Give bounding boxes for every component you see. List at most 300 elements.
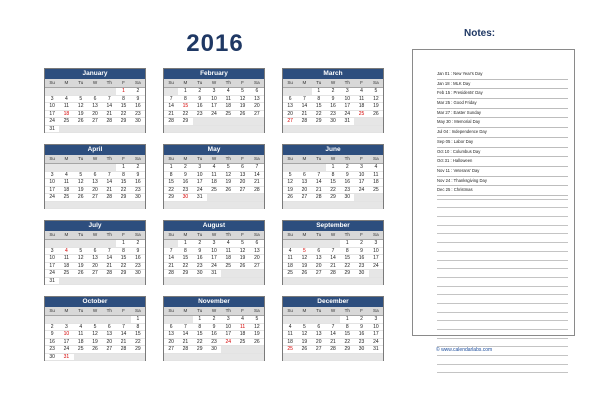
empty-cell (88, 316, 102, 324)
day-cell: 26 (74, 118, 88, 126)
day-cell: 4 (59, 96, 73, 104)
month-name: February (164, 69, 264, 79)
day-cell: 11 (74, 331, 88, 339)
day-grid (283, 316, 383, 361)
empty-cell (312, 354, 326, 362)
note-line (437, 287, 568, 296)
empty-cell (326, 126, 340, 134)
empty-cell (74, 164, 88, 172)
day-cell: 12 (74, 179, 88, 187)
day-cell: 20 (88, 263, 102, 271)
day-cell: 5 (235, 88, 249, 96)
empty-cell (221, 346, 235, 354)
day-cell: 2 (207, 316, 221, 324)
empty-cell (369, 118, 383, 126)
day-cell: 19 (297, 339, 311, 347)
empty-cell (221, 118, 235, 126)
day-cell: 7 (102, 172, 116, 180)
day-cell: 29 (193, 346, 207, 354)
empty-cell (131, 202, 145, 210)
day-cell: 10 (45, 179, 59, 187)
day-cell: 7 (102, 248, 116, 256)
day-cell: 9 (193, 248, 207, 256)
weekday-label: Tu (316, 308, 322, 313)
note-line (437, 321, 568, 330)
weekday-label: Su (168, 156, 174, 161)
note-line (437, 365, 568, 374)
day-cell: 12 (221, 172, 235, 180)
empty-cell (312, 240, 326, 248)
weekday-label: W (211, 156, 217, 161)
day-cell: 10 (59, 331, 73, 339)
day-cell: 5 (235, 240, 249, 248)
day-cell: 3 (354, 164, 368, 172)
weekday-label: Su (287, 80, 293, 85)
weekday-label: M (64, 308, 69, 313)
day-cell: 14 (297, 103, 311, 111)
day-cell: 1 (178, 88, 192, 96)
day-cell: 15 (116, 255, 130, 263)
day-cell: 16 (131, 179, 145, 187)
empty-cell (116, 278, 130, 286)
day-cell: 15 (193, 331, 207, 339)
weekday-header (164, 79, 264, 88)
empty-cell (221, 126, 235, 134)
weekday-label: F (360, 80, 363, 85)
day-cell: 1 (326, 164, 340, 172)
day-cell: 18 (207, 179, 221, 187)
day-cell: 24 (45, 118, 59, 126)
month-february (163, 68, 265, 133)
empty-cell (59, 88, 73, 96)
day-cell: 1 (340, 316, 354, 324)
day-cell: 18 (74, 339, 88, 347)
note-line (437, 269, 568, 278)
day-cell: 5 (369, 88, 383, 96)
day-cell: 27 (88, 194, 102, 202)
day-cell: 18 (59, 187, 73, 195)
weekday-label: Sa (254, 232, 260, 237)
day-cell: 6 (164, 324, 178, 332)
day-cell: 11 (221, 96, 235, 104)
empty-cell (59, 164, 73, 172)
day-cell: 30 (45, 354, 59, 362)
day-cell: 20 (250, 103, 264, 111)
day-cell: 28 (102, 270, 116, 278)
empty-cell (235, 126, 249, 134)
day-cell: 27 (102, 346, 116, 354)
empty-cell (354, 194, 368, 202)
empty-cell (235, 346, 249, 354)
empty-cell (207, 194, 221, 202)
empty-cell (59, 278, 73, 286)
month-name: January (45, 69, 145, 79)
day-cell: 4 (235, 316, 249, 324)
day-cell: 23 (45, 346, 59, 354)
empty-cell (207, 118, 221, 126)
empty-cell (88, 278, 102, 286)
day-cell: 4 (283, 324, 297, 332)
day-cell: 22 (131, 339, 145, 347)
day-cell: 21 (164, 263, 178, 271)
day-cell: 7 (164, 248, 178, 256)
day-cell: 4 (74, 324, 88, 332)
day-cell: 23 (131, 263, 145, 271)
day-cell: 6 (88, 248, 102, 256)
day-cell: 6 (312, 324, 326, 332)
day-cell: 28 (297, 118, 311, 126)
empty-cell (88, 240, 102, 248)
empty-cell (297, 126, 311, 134)
day-cell: 8 (340, 248, 354, 256)
day-cell: 10 (221, 324, 235, 332)
weekday-label: Tu (316, 232, 322, 237)
day-cell: 31 (207, 270, 221, 278)
empty-cell (312, 164, 326, 172)
empty-cell (102, 126, 116, 134)
day-cell: 16 (178, 179, 192, 187)
day-cell: 22 (193, 339, 207, 347)
note-line (437, 356, 568, 365)
day-cell: 3 (45, 248, 59, 256)
day-cell: 9 (193, 96, 207, 104)
day-cell: 21 (326, 339, 340, 347)
empty-cell (74, 240, 88, 248)
holiday-list (437, 70, 568, 196)
empty-cell (326, 316, 340, 324)
day-cell: 5 (74, 172, 88, 180)
day-cell: 11 (221, 248, 235, 256)
day-cell: 15 (116, 179, 130, 187)
day-cell: 25 (354, 111, 368, 119)
weekday-label: M (183, 232, 188, 237)
empty-cell (297, 240, 311, 248)
day-cell: 13 (164, 331, 178, 339)
calendarlabs-link[interactable]: © www.calendarlabs.com (436, 347, 493, 353)
day-cell: 8 (340, 324, 354, 332)
day-cell: 12 (297, 331, 311, 339)
day-cell: 16 (354, 331, 368, 339)
day-cell: 31 (340, 118, 354, 126)
month-name: March (283, 69, 383, 79)
month-name: September (283, 221, 383, 231)
day-cell: 6 (250, 240, 264, 248)
day-cell: 25 (59, 270, 73, 278)
empty-cell (102, 278, 116, 286)
day-cell: 10 (354, 172, 368, 180)
day-cell: 25 (221, 111, 235, 119)
day-cell: 19 (297, 263, 311, 271)
day-cell: 15 (340, 255, 354, 263)
day-cell: 9 (178, 172, 192, 180)
day-cell: 27 (297, 194, 311, 202)
weekday-header (164, 307, 264, 316)
day-cell: 27 (312, 346, 326, 354)
day-cell: 4 (221, 88, 235, 96)
day-cell: 27 (250, 263, 264, 271)
empty-cell (354, 202, 368, 210)
day-cell: 18 (235, 331, 249, 339)
day-cell: 28 (116, 346, 130, 354)
note-line (437, 243, 568, 252)
month-name: April (45, 145, 145, 155)
day-cell: 3 (45, 172, 59, 180)
day-cell: 18 (59, 111, 73, 119)
weekday-label: Sa (254, 80, 260, 85)
holiday-entry: Jul 04 : Independence Day (437, 128, 568, 138)
weekday-label: F (360, 232, 363, 237)
day-cell: 14 (164, 103, 178, 111)
empty-cell (207, 126, 221, 134)
empty-cell (369, 126, 383, 134)
weekday-header (283, 155, 383, 164)
day-cell: 12 (235, 248, 249, 256)
day-cell: 8 (326, 172, 340, 180)
day-cell: 18 (283, 263, 297, 271)
empty-cell (250, 202, 264, 210)
empty-cell (193, 278, 207, 286)
weekday-label: F (241, 308, 244, 313)
day-cell: 15 (178, 103, 192, 111)
day-cell: 6 (88, 96, 102, 104)
day-cell: 22 (164, 187, 178, 195)
empty-cell (102, 316, 116, 324)
day-cell: 3 (369, 316, 383, 324)
empty-cell (178, 202, 192, 210)
empty-cell (235, 278, 249, 286)
day-cell: 23 (193, 111, 207, 119)
day-cell: 19 (74, 187, 88, 195)
empty-cell (45, 316, 59, 324)
empty-cell (283, 202, 297, 210)
day-cell: 13 (312, 331, 326, 339)
day-cell: 9 (326, 96, 340, 104)
day-cell: 9 (45, 331, 59, 339)
empty-cell (102, 164, 116, 172)
day-cell: 24 (207, 263, 221, 271)
empty-cell (297, 278, 311, 286)
day-cell: 3 (207, 88, 221, 96)
day-cell: 30 (131, 270, 145, 278)
day-cell: 12 (88, 331, 102, 339)
day-cell: 29 (178, 270, 192, 278)
day-cell: 21 (164, 111, 178, 119)
day-cell: 21 (250, 179, 264, 187)
empty-cell (74, 316, 88, 324)
year-title: 2016 (186, 30, 244, 57)
day-cell: 1 (312, 88, 326, 96)
weekday-label: Sa (373, 156, 379, 161)
day-cell: 2 (178, 164, 192, 172)
empty-cell (340, 202, 354, 210)
day-cell: 25 (283, 346, 297, 354)
weekday-label: W (92, 156, 98, 161)
day-cell: 17 (369, 331, 383, 339)
note-line (437, 252, 568, 261)
day-cell: 29 (116, 118, 130, 126)
day-cell: 2 (131, 240, 145, 248)
day-grid (283, 88, 383, 133)
weekday-label: F (122, 156, 125, 161)
day-cell: 10 (340, 96, 354, 104)
day-cell: 19 (74, 263, 88, 271)
day-cell: 19 (235, 103, 249, 111)
weekday-label: Tu (197, 80, 203, 85)
day-cell: 11 (59, 179, 73, 187)
weekday-label: Su (49, 156, 55, 161)
day-cell: 26 (297, 270, 311, 278)
day-cell: 4 (283, 248, 297, 256)
empty-cell (221, 270, 235, 278)
weekday-label: Th (225, 80, 231, 85)
empty-cell (250, 278, 264, 286)
day-cell: 28 (250, 187, 264, 195)
weekday-label: M (183, 80, 188, 85)
empty-cell (207, 202, 221, 210)
day-cell: 3 (45, 96, 59, 104)
weekday-label: Su (168, 80, 174, 85)
day-cell: 2 (131, 164, 145, 172)
month-name: May (164, 145, 264, 155)
weekday-label: F (360, 308, 363, 313)
day-cell: 31 (193, 194, 207, 202)
day-cell: 19 (235, 255, 249, 263)
empty-cell (326, 354, 340, 362)
weekday-label: Th (225, 308, 231, 313)
day-cell: 8 (312, 96, 326, 104)
weekday-label: F (360, 156, 363, 161)
day-cell: 13 (88, 255, 102, 263)
day-cell: 1 (193, 316, 207, 324)
weekday-label: F (122, 308, 125, 313)
day-cell: 31 (45, 278, 59, 286)
empty-cell (164, 316, 178, 324)
day-cell: 20 (312, 339, 326, 347)
weekday-label: Th (344, 232, 350, 237)
day-cell: 7 (326, 248, 340, 256)
day-cell: 17 (45, 263, 59, 271)
day-grid (45, 164, 145, 209)
weekday-label: W (330, 80, 336, 85)
day-cell: 22 (116, 187, 130, 195)
day-cell: 5 (221, 164, 235, 172)
empty-cell (59, 202, 73, 210)
weekday-label: Th (106, 156, 112, 161)
weekday-label: Su (287, 232, 293, 237)
day-cell: 23 (131, 187, 145, 195)
empty-cell (164, 278, 178, 286)
day-cell: 15 (178, 255, 192, 263)
empty-cell (250, 126, 264, 134)
day-cell: 2 (326, 88, 340, 96)
empty-cell (193, 118, 207, 126)
month-name: November (164, 297, 264, 307)
day-cell: 4 (354, 88, 368, 96)
day-cell: 17 (369, 255, 383, 263)
weekday-label: Sa (135, 232, 141, 237)
day-cell: 11 (354, 96, 368, 104)
weekday-label: W (92, 232, 98, 237)
day-cell: 23 (207, 339, 221, 347)
empty-cell (354, 354, 368, 362)
day-cell: 8 (131, 324, 145, 332)
day-cell: 8 (116, 96, 130, 104)
day-cell: 6 (312, 248, 326, 256)
day-cell: 1 (131, 316, 145, 324)
note-line (437, 330, 568, 339)
month-name: December (283, 297, 383, 307)
month-july (44, 220, 146, 285)
day-cell: 23 (340, 187, 354, 195)
day-cell: 20 (235, 179, 249, 187)
day-cell: 20 (283, 111, 297, 119)
weekday-label: Su (168, 232, 174, 237)
day-cell: 21 (297, 111, 311, 119)
month-november (163, 296, 265, 361)
day-cell: 24 (221, 339, 235, 347)
day-cell: 21 (326, 263, 340, 271)
month-name: June (283, 145, 383, 155)
day-cell: 14 (102, 255, 116, 263)
day-cell: 9 (131, 248, 145, 256)
weekday-label: Sa (373, 232, 379, 237)
holiday-entry: Nov 11 : Veterans' Day (437, 167, 568, 177)
day-cell: 17 (340, 103, 354, 111)
day-cell: 20 (250, 255, 264, 263)
day-cell: 27 (312, 270, 326, 278)
empty-cell (221, 354, 235, 362)
day-cell: 20 (88, 187, 102, 195)
day-cell: 16 (340, 179, 354, 187)
day-cell: 4 (221, 240, 235, 248)
month-name: August (164, 221, 264, 231)
holiday-entry: May 30 : Memorial Day (437, 118, 568, 128)
note-line (437, 200, 568, 209)
empty-cell (88, 88, 102, 96)
empty-cell (340, 126, 354, 134)
day-cell: 19 (283, 187, 297, 195)
weekday-header (45, 307, 145, 316)
day-cell: 8 (164, 172, 178, 180)
note-line (437, 313, 568, 322)
day-cell: 7 (178, 324, 192, 332)
empty-cell (235, 354, 249, 362)
day-cell: 24 (340, 111, 354, 119)
day-cell: 13 (283, 103, 297, 111)
day-cell: 28 (102, 118, 116, 126)
day-cell: 17 (45, 111, 59, 119)
day-cell: 1 (340, 240, 354, 248)
weekday-header (283, 79, 383, 88)
day-cell: 22 (178, 111, 192, 119)
day-cell: 2 (45, 324, 59, 332)
day-cell: 12 (250, 324, 264, 332)
day-cell: 6 (88, 172, 102, 180)
day-cell: 15 (312, 103, 326, 111)
day-cell: 25 (59, 118, 73, 126)
day-cell: 14 (102, 103, 116, 111)
day-cell: 11 (207, 172, 221, 180)
day-cell: 23 (193, 263, 207, 271)
weekday-label: Th (225, 232, 231, 237)
empty-cell (297, 88, 311, 96)
empty-cell (312, 126, 326, 134)
day-cell: 5 (297, 324, 311, 332)
holiday-entry: Jan 18 : MLK Day (437, 80, 568, 90)
empty-cell (45, 164, 59, 172)
weekday-label: W (330, 232, 336, 237)
day-cell: 9 (354, 248, 368, 256)
